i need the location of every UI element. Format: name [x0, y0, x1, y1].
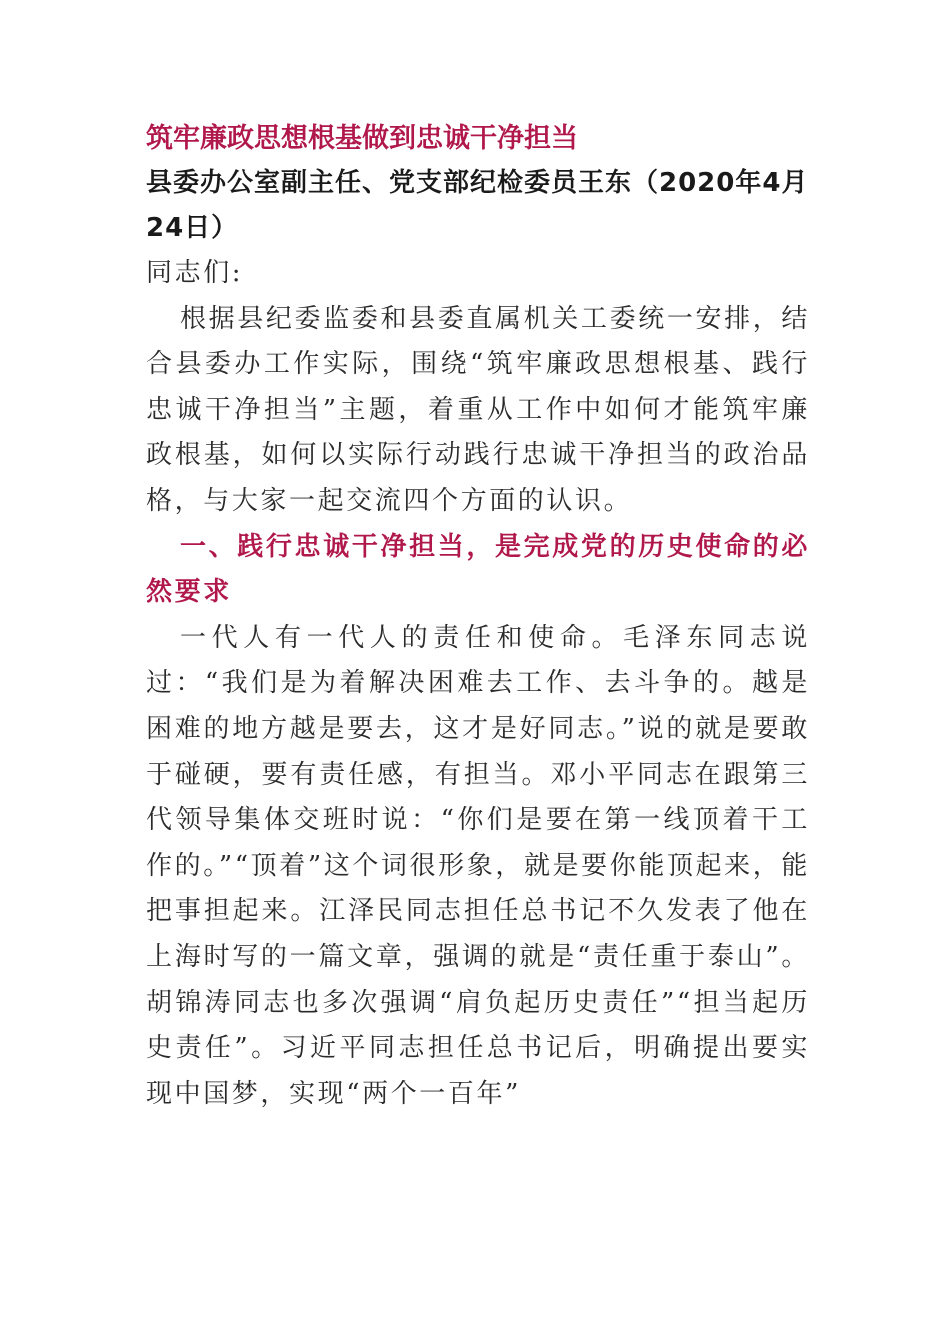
section-1-paragraph: 一代人有一代人的责任和使命。毛泽东同志说过：“我们是为着解决困难去工作、去斗争的。越是困难的地方越是要去，这才是好同志。”说的就是要敢于碰硬，要有责任感，有担当。邓小平同志在跟第三代领导集体交班时说：“你们是要在第一线顶着干工作的。”“顶着”这个词很形象，就是要你能顶起来，能把事担起来。江泽民同志担任总书记不久发表了他在上海时写的一篇文章，强调的就是“责任重于泰山”。胡锦涛同志也多次强调“肩负起历史责任”“担当起历史责任”。习近平同志担任总书记后，明确提出要实现中国梦，实现“两个一百年” — [146, 622, 810, 1109]
section-1-heading: 一、践行忠诚干净担当，是完成党的历史使命的必然要求 — [146, 531, 810, 608]
document-title: 筑牢廉政思想根基做到忠诚干净担当 — [146, 123, 578, 154]
author-line: 县委办公室副主任、党支部纪检委员王东（2020年4月24日） — [146, 168, 809, 243]
salutation: 同志们: — [146, 258, 244, 288]
document-content — [146, 117, 810, 1117]
intro-paragraph: 根据县纪委监委和县委直属机关工委统一安排，结合县委办工作实际，围绕“筑牢廉政思想根基、践行忠诚干净担当”主题，着重从工作中如何才能筑牢廉政根基，如何以实际行动践行忠诚干净担当的政治品格，与大家一起交流四个方面的认识。 — [146, 303, 810, 516]
